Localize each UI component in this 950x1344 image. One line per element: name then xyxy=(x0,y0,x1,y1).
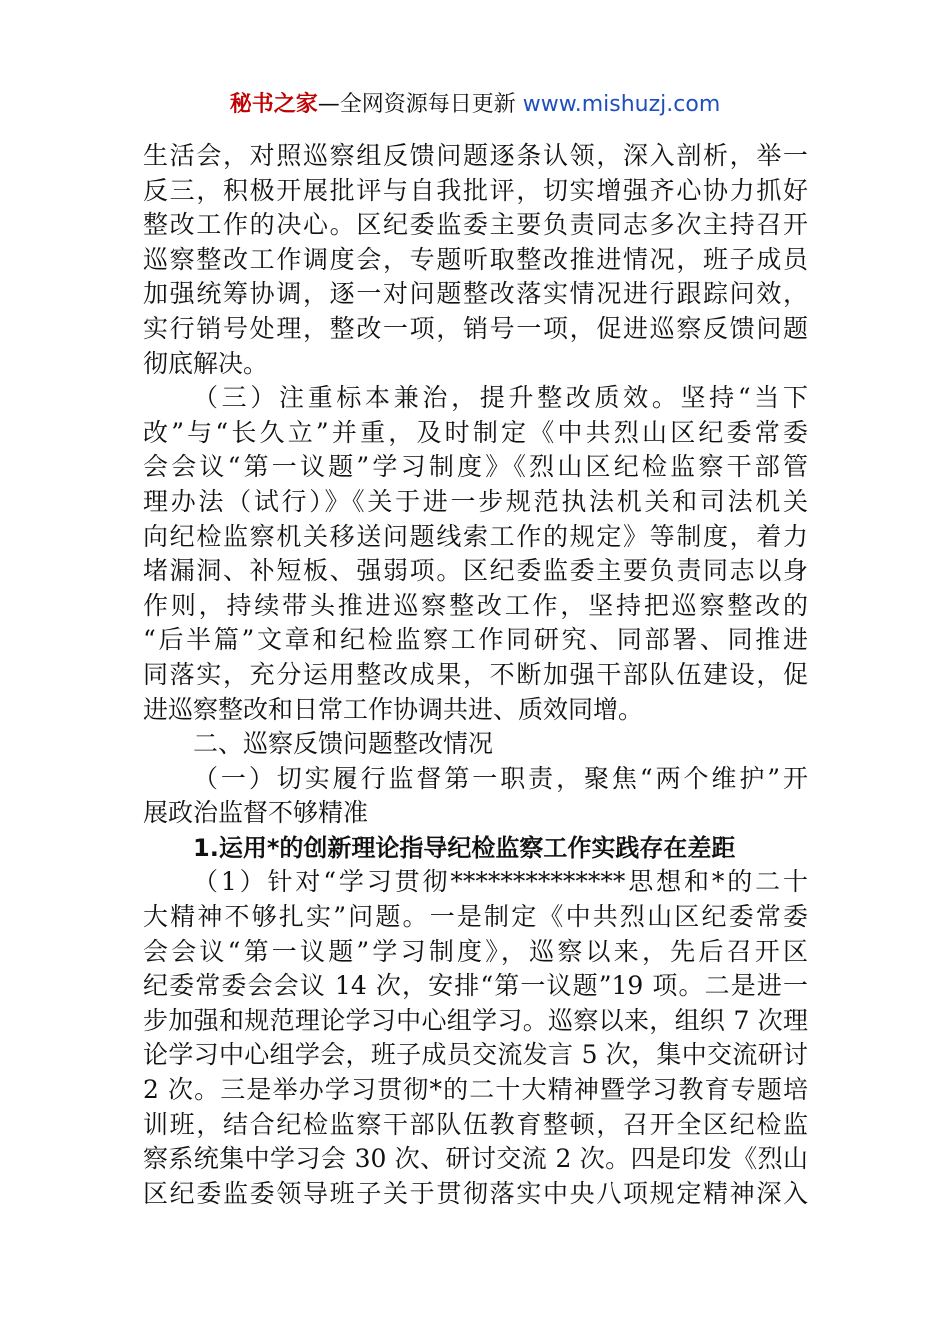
text-line: 向纪检监察机关移送问题线索工作的规定》等制度，着力 xyxy=(143,521,808,551)
text-line: 加强统筹协调，逐一对问题整改落实情况进行跟踪问效， xyxy=(143,279,808,309)
text-line: 实行销号处理，整改一项，销号一项，促进巡察反馈问题 xyxy=(143,313,808,343)
text-line: （1）针对“学习贯彻**************思想和*的二十 xyxy=(193,867,808,897)
text-line: 2 次。三是举办学习贯彻*的二十大精神暨学习教育专题培 xyxy=(143,1075,808,1105)
subsection-heading: （一）切实履行监督第一职责，聚焦“两个维护”开 xyxy=(193,763,808,793)
site-brand: 秘书之家 xyxy=(229,92,318,117)
text-line: 会会议“第一议题”学习制度》，巡察以来，先后召开区 xyxy=(143,936,808,966)
text-line: “后半篇”文章和纪检监察工作同研究、同部署、同推进 xyxy=(143,625,808,655)
section-heading: 二、巡察反馈问题整改情况 xyxy=(193,729,494,759)
text-line: 训班，结合纪检监察干部队伍教育整顿，召开全区纪检监 xyxy=(143,1109,808,1139)
text-line: 会会议“第一议题”学习制度》《烈山区纪检监察干部管 xyxy=(143,452,808,482)
text-line: 纪委常委会会议 14 次，安排“第一议题”19 项。二是进一 xyxy=(143,971,808,1001)
text-line: 理办法（试行）》《关于进一步规范执法机关和司法机关 xyxy=(143,486,808,516)
subsection-heading: 展政治监督不够精准 xyxy=(143,798,369,828)
text-line: 整改工作的决心。区纪委监委主要负责同志多次主持召开 xyxy=(143,210,808,240)
text-line: 同落实，充分运用整改成果，不断加强干部队伍建设，促 xyxy=(143,659,808,689)
site-header xyxy=(0,88,950,122)
text-line: 察系统集中学习会 30 次、研讨交流 2 次。四是印发《烈山 xyxy=(143,1144,808,1174)
text-line: 论学习中心组学会，班子成员交流发言 5 次，集中交流研讨 xyxy=(143,1040,808,1070)
document-body xyxy=(143,139,808,1211)
text-line: 进巡察整改和日常工作协调共进、质效同增。 xyxy=(143,694,644,724)
text-line: 作则，持续带头推进巡察整改工作，坚持把巡察整改的 xyxy=(143,590,808,620)
text-line: 生活会，对照巡察组反馈问题逐条认领，深入剖析，举一 xyxy=(143,141,808,170)
text-line: 堵漏洞、补短板、强弱项。区纪委监委主要负责同志以身 xyxy=(143,556,808,586)
item-heading: 1.运用*的创新理论指导纪检监察工作实践存在差距 xyxy=(193,833,736,862)
text-line: （三）注重标本兼治，提升整改质效。坚持“当下 xyxy=(193,383,808,413)
text-line: 巡察整改工作调度会，专题听取整改推进情况，班子成员 xyxy=(143,244,808,274)
text-line: 改”与“长久立”并重，及时制定《中共烈山区纪委常委 xyxy=(143,417,808,447)
site-slogan: —全网资源每日更新 xyxy=(317,92,523,117)
text-line: 步加强和规范理论学习中心组学习。巡察以来，组织 7 次理 xyxy=(143,1005,808,1035)
text-line: 大精神不够扎实”问题。一是制定《中共烈山区纪委常委 xyxy=(143,902,808,932)
text-line: 区纪委监委领导班子关于贯彻落实中央八项规定精神深入 xyxy=(143,1178,808,1208)
site-url-link[interactable]: www.mishuzj.com xyxy=(522,92,721,117)
text-line: 反三，积极开展批评与自我批评，切实增强齐心协力抓好 xyxy=(143,175,808,205)
text-line: 彻底解决。 xyxy=(143,348,269,378)
